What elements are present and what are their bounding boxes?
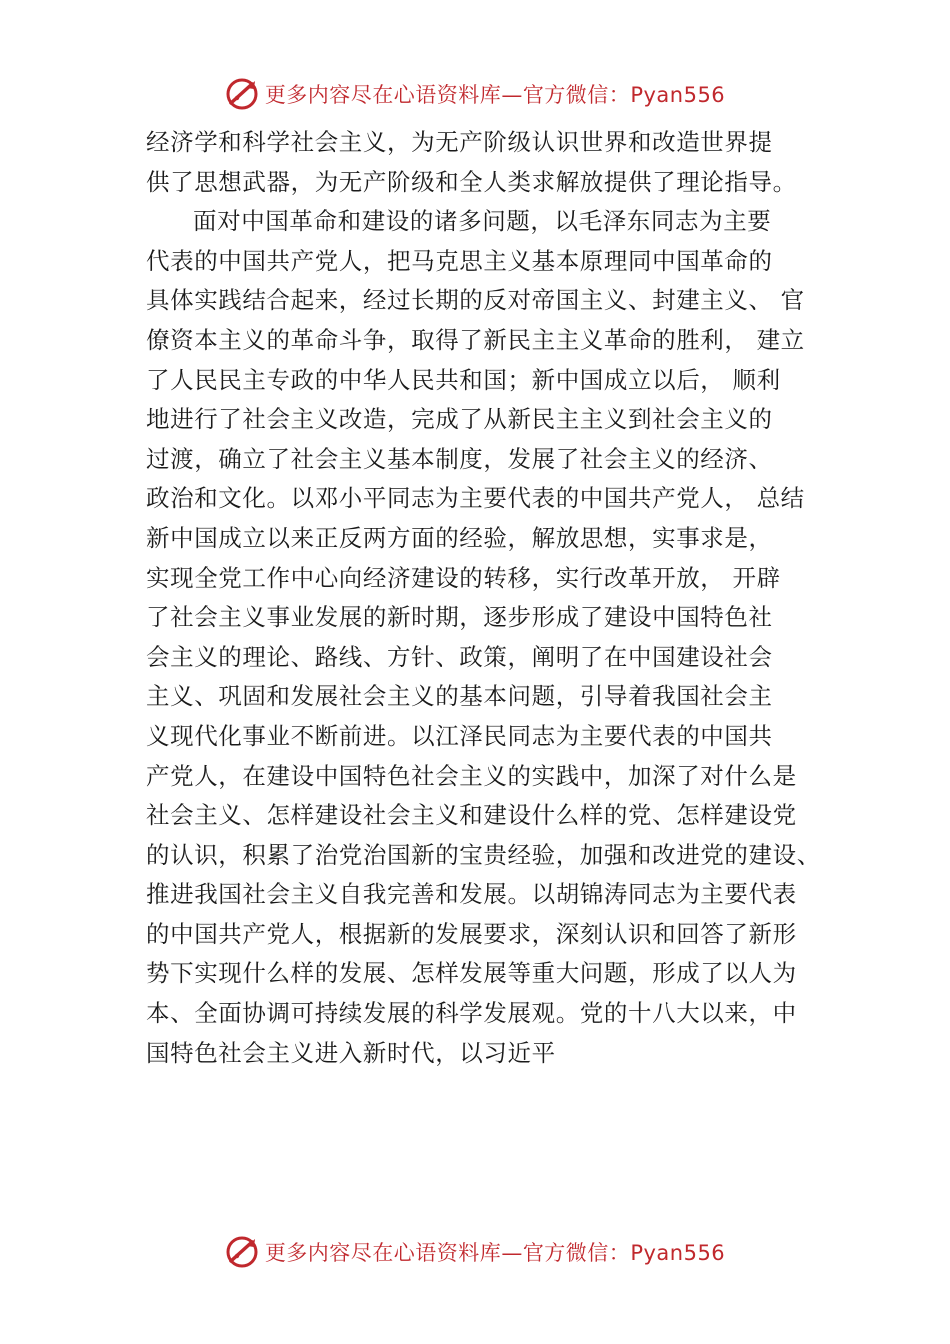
watermark-account: Pyan556 <box>630 1241 726 1265</box>
header-watermark <box>0 72 950 116</box>
watermark-text: 更多内容尽在心语资料库 <box>264 1241 502 1265</box>
text-line: 地进行了社会主义改造，完成了从新民主主义到社会主义的 <box>146 405 773 434</box>
text-line: 社会主义、怎样建设社会主义和建设什么样的党、怎样建设党 <box>146 801 797 830</box>
pen-circle-logo-icon <box>225 1235 259 1269</box>
watermark-account: Pyan556 <box>630 83 726 107</box>
text-line: 主义、巩固和发展社会主义的基本问题，引导着我国社会主 <box>146 682 773 711</box>
text-line: 势下实现什么样的发展、怎样发展等重大问题，形成了以人为 <box>146 959 797 988</box>
text-line: 代表的中国共产党人，把马克思主义基本原理同中国革命的 <box>146 246 773 275</box>
text-line: 僚资本主义的革命斗争，取得了新民主主义革命的胜利， 建立 <box>146 325 805 354</box>
text-line: 了社会主义事业发展的新时期，逐步形成了建设中国特色社 <box>146 603 773 632</box>
text-line: 新中国成立以来正反两方面的经验，解放思想，实事求是， <box>146 523 773 552</box>
text-line: 国特色社会主义进入新时代，以习近平 <box>146 1038 556 1067</box>
text-line: 产党人，在建设中国特色社会主义的实践中，加深了对什么是 <box>146 761 797 790</box>
text-line: 具体实践结合起来，经过长期的反对帝国主义、封建主义、 官 <box>146 286 805 315</box>
text-line: 会主义的理论、路线、方针、政策，阐明了在中国建设社会 <box>146 642 773 671</box>
text-line: 了人民民主专政的中华人民共和国；新中国成立以后， 顺利 <box>146 365 781 394</box>
text-line: 本、全面协调可持续发展的科学发展观。党的十八大以来，中 <box>146 999 797 1028</box>
pen-circle-logo-icon <box>225 77 259 111</box>
text-line: 政治和文化。以邓小平同志为主要代表的中国共产党人， 总结 <box>146 484 805 513</box>
text-line: 推进我国社会主义自我完善和发展。以胡锦涛同志为主要代表 <box>146 880 797 909</box>
text-line: 实现全党工作中心向经济建设的转移，实行改革开放， 开辟 <box>146 563 781 592</box>
watermark-separator: — <box>501 1241 523 1265</box>
text-line: 的中国共产党人，根据新的发展要求，深刻认识和回答了新形 <box>146 919 797 948</box>
watermark-separator: — <box>501 83 523 107</box>
footer-watermark <box>0 1230 950 1274</box>
text-line: 过渡，确立了社会主义基本制度，发展了社会主义的经济、 <box>146 444 773 473</box>
document-body <box>146 123 846 1073</box>
text-line: 经济学和科学社会主义，为无产阶级认识世界和改造世界提 <box>146 128 773 156</box>
text-line: 义现代化事业不断前进。以江泽民同志为主要代表的中国共 <box>146 721 773 750</box>
watermark-label: 官方微信： <box>522 1241 631 1265</box>
paragraph-start-line: 面对中国革命和建设的诸多问题，以毛泽东同志为主要 <box>193 207 772 236</box>
text-line: 供了思想武器，为无产阶级和全人类求解放提供了理论指导。 <box>146 167 797 196</box>
watermark-text: 更多内容尽在心语资料库 <box>264 83 502 107</box>
watermark-label: 官方微信： <box>522 83 631 107</box>
text-line: 的认识，积累了治党治国新的宝贵经验，加强和改进党的建设、 <box>146 840 821 869</box>
